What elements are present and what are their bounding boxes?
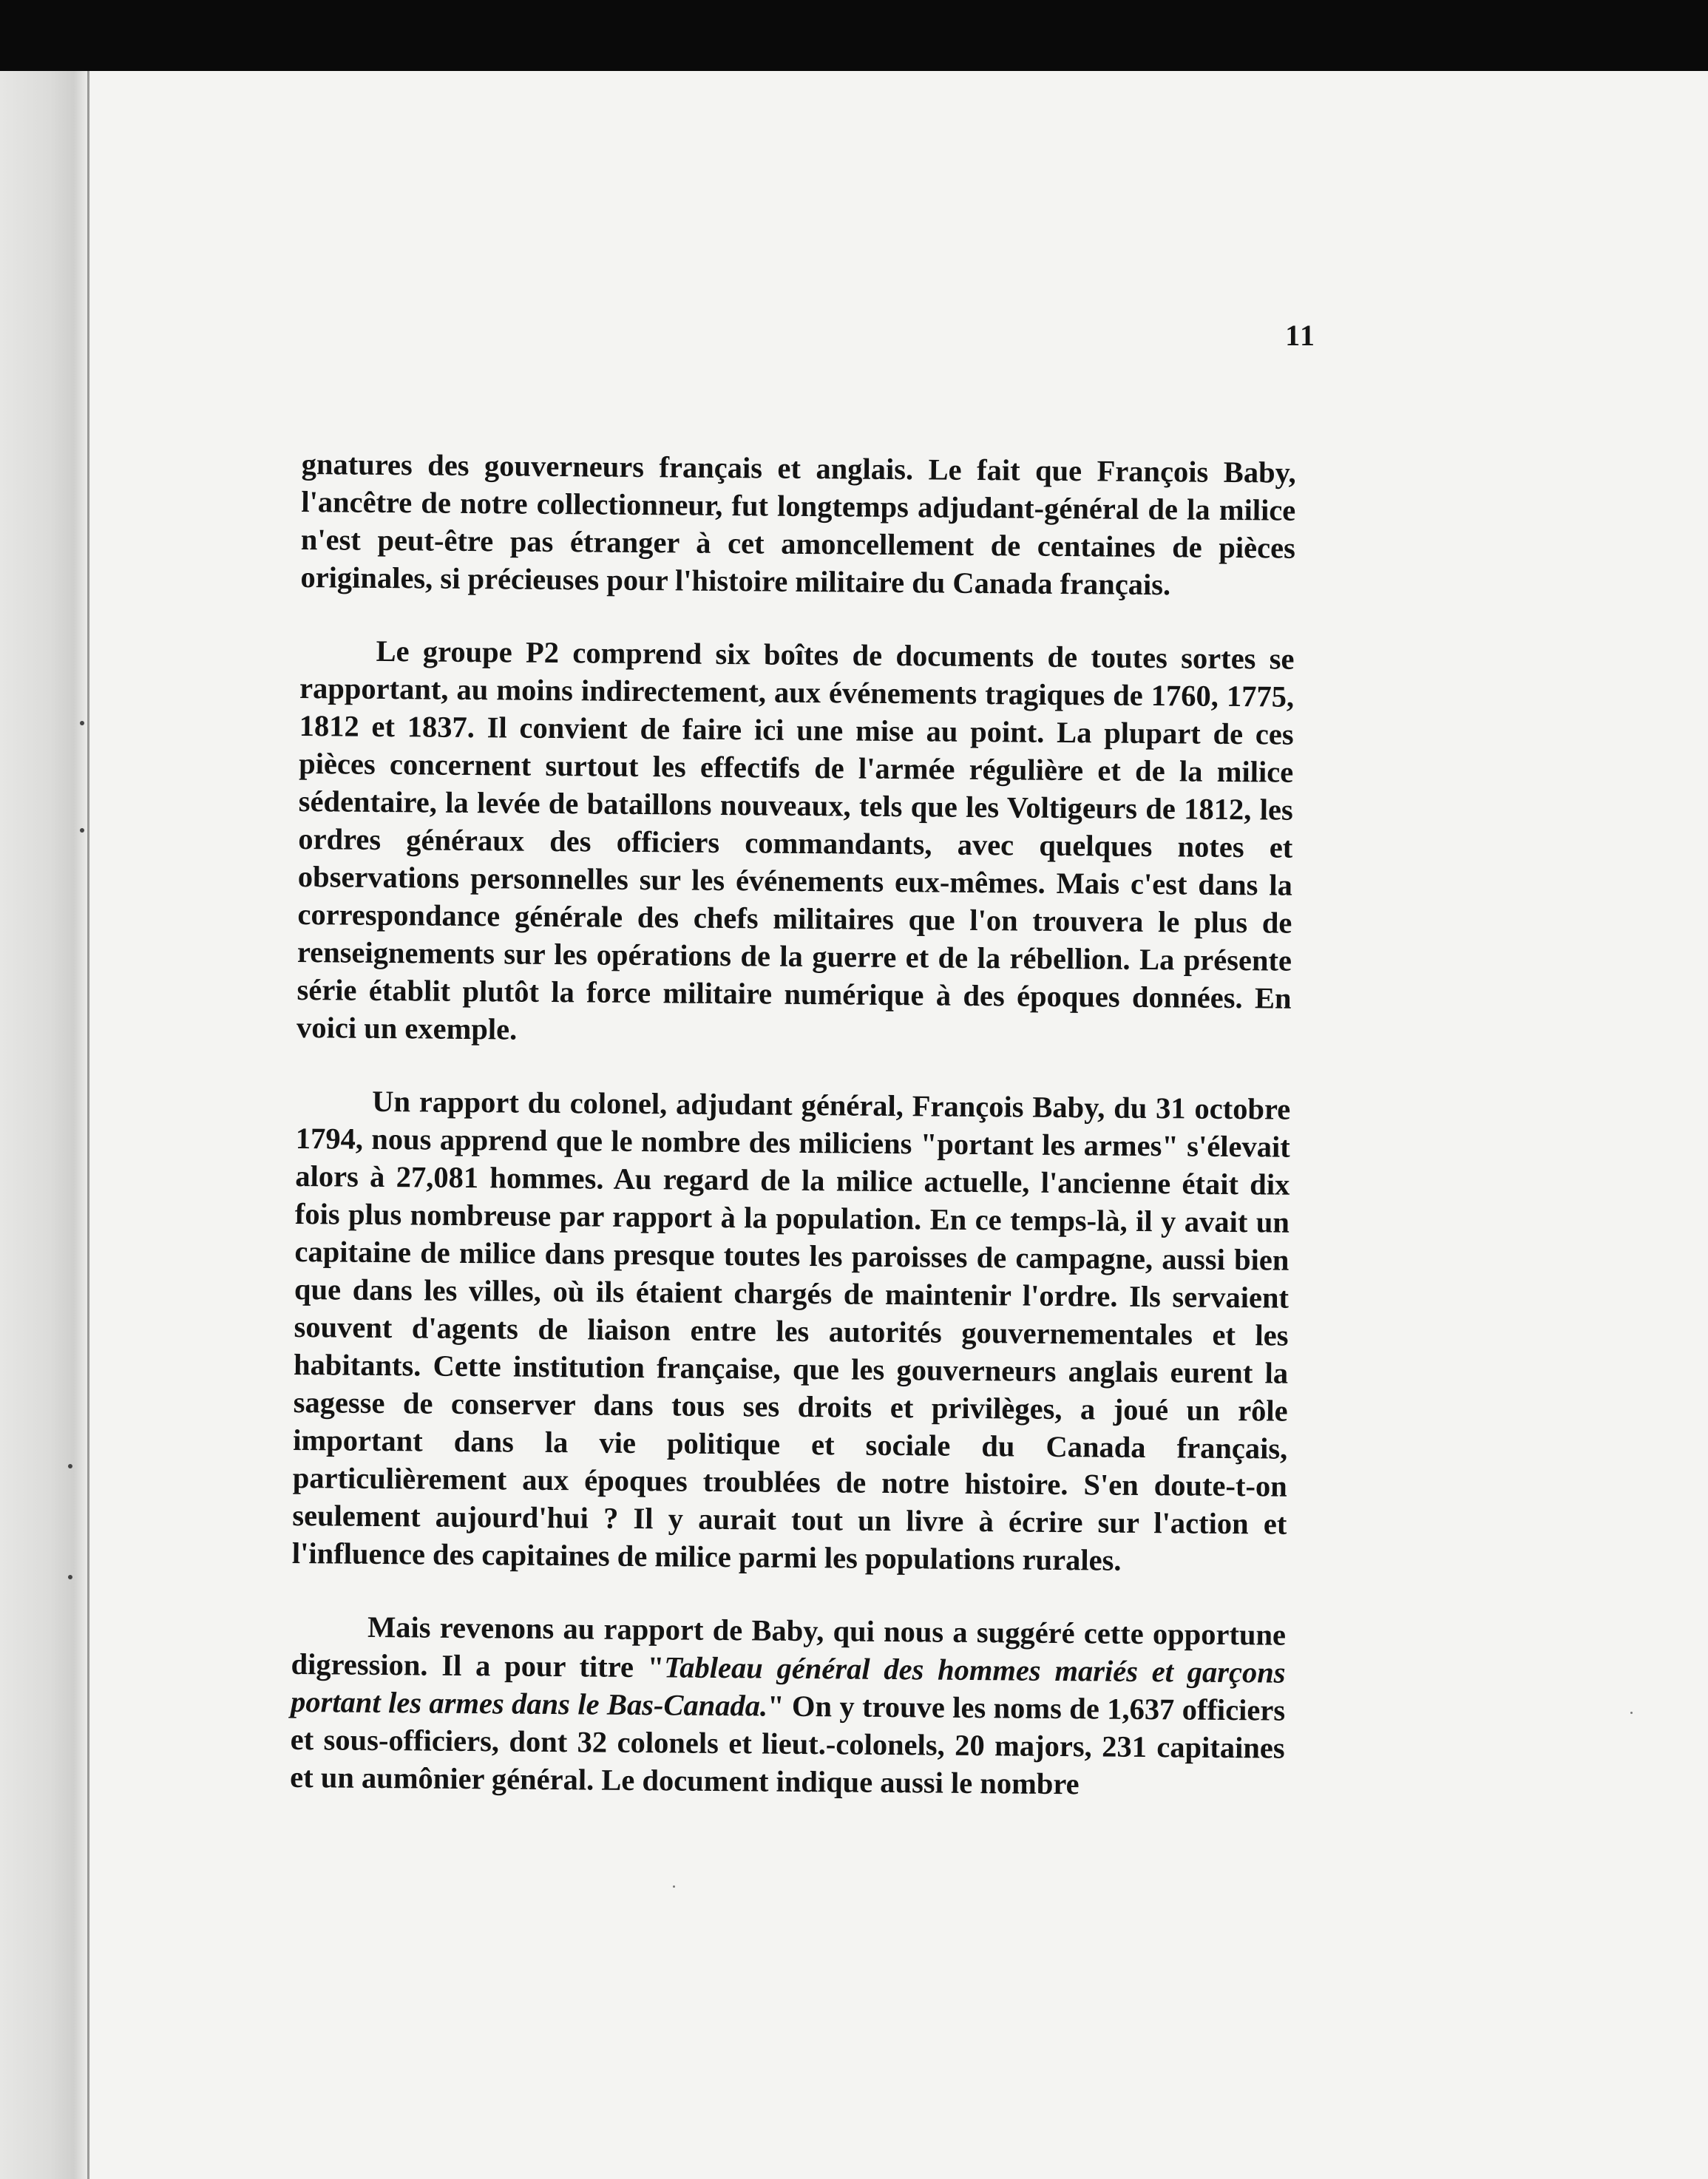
margin-mark bbox=[68, 1575, 72, 1579]
body-text bbox=[290, 445, 1296, 1840]
paragraph-2-text: Le groupe P2 comprend six boîtes de documents de toutes sortes se rapportant, au moins indirectement, aux événements tragiques de 1760, 1775, 1812 et 1837. Il convient de faire ici une mise au point. La plupart de ces pièces concernent surtout les effectifs de l'armée régulière et de la milice sédentaire, la levée de bataillons nouveaux, tels que les Voltigeurs de 1812, les ordres généraux des officiers commandants, avec quelques notes et observations personnelles sur les événements eux-mêmes. Mais c'est dans la correspondance générale des chefs militaires que l'on trouvera le plus de renseignements sur les opérations de la guerre et de la rébellion. La présente série établit plutôt la force militaire numérique à des époques données. En voici un exemple. bbox=[296, 634, 1295, 1046]
paragraph-4-text-end: " On y trouve les noms de 1,637 officiers et sous-officiers, dont 32 colonels et lieut.-colonels, 20 majors, 231 capitaines et un aumônier général. Le document indique aussi le nombre bbox=[290, 1689, 1286, 1801]
page-edge-line bbox=[87, 71, 89, 2179]
paragraph-4-text-start: Mais revenons au rapport de Baby, qui nous a suggéré cette opportune digression. Il a pour titre " bbox=[291, 1610, 1287, 1684]
paragraph-4 bbox=[290, 1607, 1286, 1805]
paragraph-4-italic-title: Tableau général des hommes mariés et garçons portant les armes dans le Bas-Canada. bbox=[290, 1650, 1286, 1723]
paragraph-1 bbox=[300, 445, 1296, 605]
scan-speck bbox=[1630, 1712, 1633, 1714]
margin-mark bbox=[80, 721, 84, 725]
margin-mark bbox=[80, 828, 84, 833]
binding-gutter bbox=[0, 71, 90, 2179]
paragraph-3-text: Un rapport du colonel, adjudant général, François Baby, du 31 octobre 1794, nous apprend que le nombre des miliciens "portant les armes" s'élevait alors à 27,081 hommes. Au regard de la milice actuelle, l'ancienne était dix fois plus nombreuse par rapport à la population. En ce temps-là, il y avait un capitaine de milice dans presque toutes les paroisses de campagne, aussi bien que dans les villes, où ils étaient chargés de maintenir l'ordre. Ils servaient souvent d'agents de liaison entre les autorités gouvernementales et les habitants. Cette institution française, que les gouverneurs anglais eurent la sagesse de conserver dans tous ses droits et privilèges, a joué un rôle important dans la vie politique et sociale du Canada français, particulièrement aux époques troublées de notre histoire. S'en doute-t-on seulement aujourd'hui ? Il y aurait tout un livre à écrire sur l'action et l'influence des capitaines de milice parmi les populations rurales. bbox=[291, 1084, 1291, 1577]
margin-mark bbox=[68, 1464, 72, 1468]
paragraph-2 bbox=[296, 631, 1295, 1055]
paragraph-3 bbox=[292, 1082, 1291, 1581]
paragraph-1-text: gnatures des gouverneurs français et anglais. Le fait que François Baby, l'ancêtre de notre collectionneur, fut longtemps adjudant-général de la milice n'est peut-être pas étranger à cet amoncellement de centaines de pièces originales, si précieuses pour l'histoire militaire du Canada français. bbox=[300, 447, 1296, 602]
page-number: 11 bbox=[1285, 319, 1316, 352]
scan-speck bbox=[673, 1885, 675, 1888]
